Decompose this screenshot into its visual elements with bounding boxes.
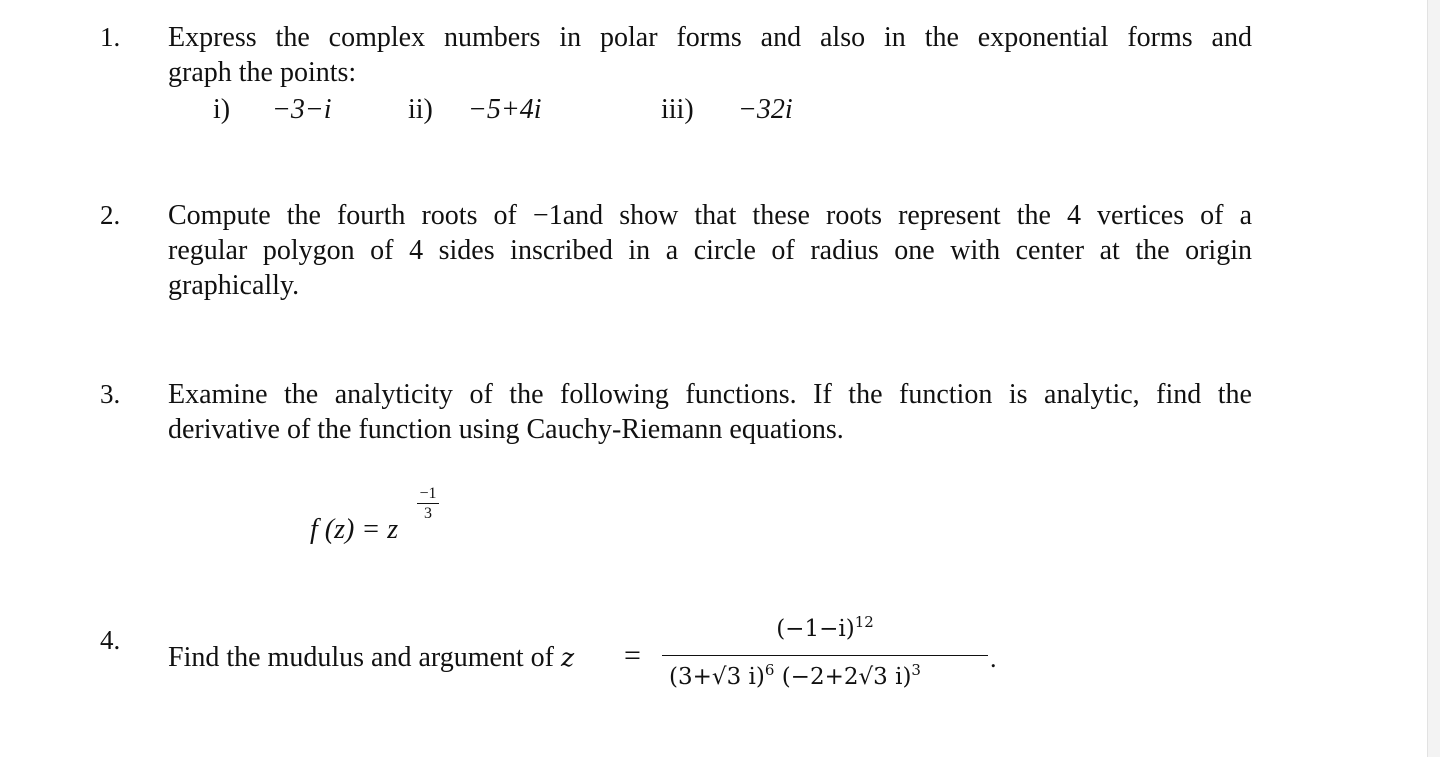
question-2-number: 2. xyxy=(100,200,121,230)
fraction-denominator xyxy=(660,662,930,692)
question-1-text xyxy=(168,20,1252,90)
variable-z: z xyxy=(561,643,575,672)
exponent-numerator: −1 xyxy=(417,486,439,504)
point-3-value: −32i xyxy=(738,94,793,125)
point-2-value: −5+4i xyxy=(468,94,542,125)
question-1-line-2: graph the points: xyxy=(168,57,357,88)
question-2-line-1: Compute the fourth roots of −1and show that these roots represent the 4 vertices of a xyxy=(168,200,1252,231)
question-2-line-2: regular polygon of 4 sides inscribed in a circle of radius one with center at the origin xyxy=(168,235,1252,266)
denominator-power-1: 6 xyxy=(764,661,775,679)
denominator-factor-1: (3+√3 i) xyxy=(669,664,765,690)
point-1-value: −3−i xyxy=(272,94,332,125)
question-4-sentence: Find the mudulus and argument of xyxy=(168,642,561,673)
scrollbar[interactable] xyxy=(1427,0,1440,757)
question-4-number: 4. xyxy=(100,625,121,655)
end-period: . xyxy=(990,644,997,673)
question-2-line-3: graphically. xyxy=(168,270,300,301)
question-3-line-2: derivative of the function using Cauchy-Riemann equations. xyxy=(168,414,844,445)
question-3-text xyxy=(168,377,1252,447)
denominator-power-2: 3 xyxy=(911,661,921,679)
point-2-label: ii) xyxy=(408,94,433,125)
function-definition: f (z) = z xyxy=(310,514,399,545)
point-1-label: i) xyxy=(213,94,231,125)
denominator-factor-2: (−2+2√3 i) xyxy=(774,664,912,690)
numerator-base: (−1−i) xyxy=(776,616,855,642)
function-exponent xyxy=(417,486,439,522)
fraction-numerator xyxy=(660,614,990,644)
exponent-denominator: 3 xyxy=(424,505,432,522)
question-2-text xyxy=(168,198,1252,303)
question-1-line-1: Express the complex numbers in polar forms and also in the exponential forms and xyxy=(168,22,1252,53)
question-4-text xyxy=(168,640,574,675)
point-3-label: iii) xyxy=(661,94,694,125)
fraction-bar xyxy=(662,655,988,656)
question-1-number: 1. xyxy=(100,22,121,52)
equals-sign: = xyxy=(624,639,641,672)
numerator-power: 12 xyxy=(854,613,874,631)
question-3-number: 3. xyxy=(100,379,121,409)
question-3-line-1: Examine the analyticity of the following functions. If the function is analytic, find the xyxy=(168,379,1252,410)
